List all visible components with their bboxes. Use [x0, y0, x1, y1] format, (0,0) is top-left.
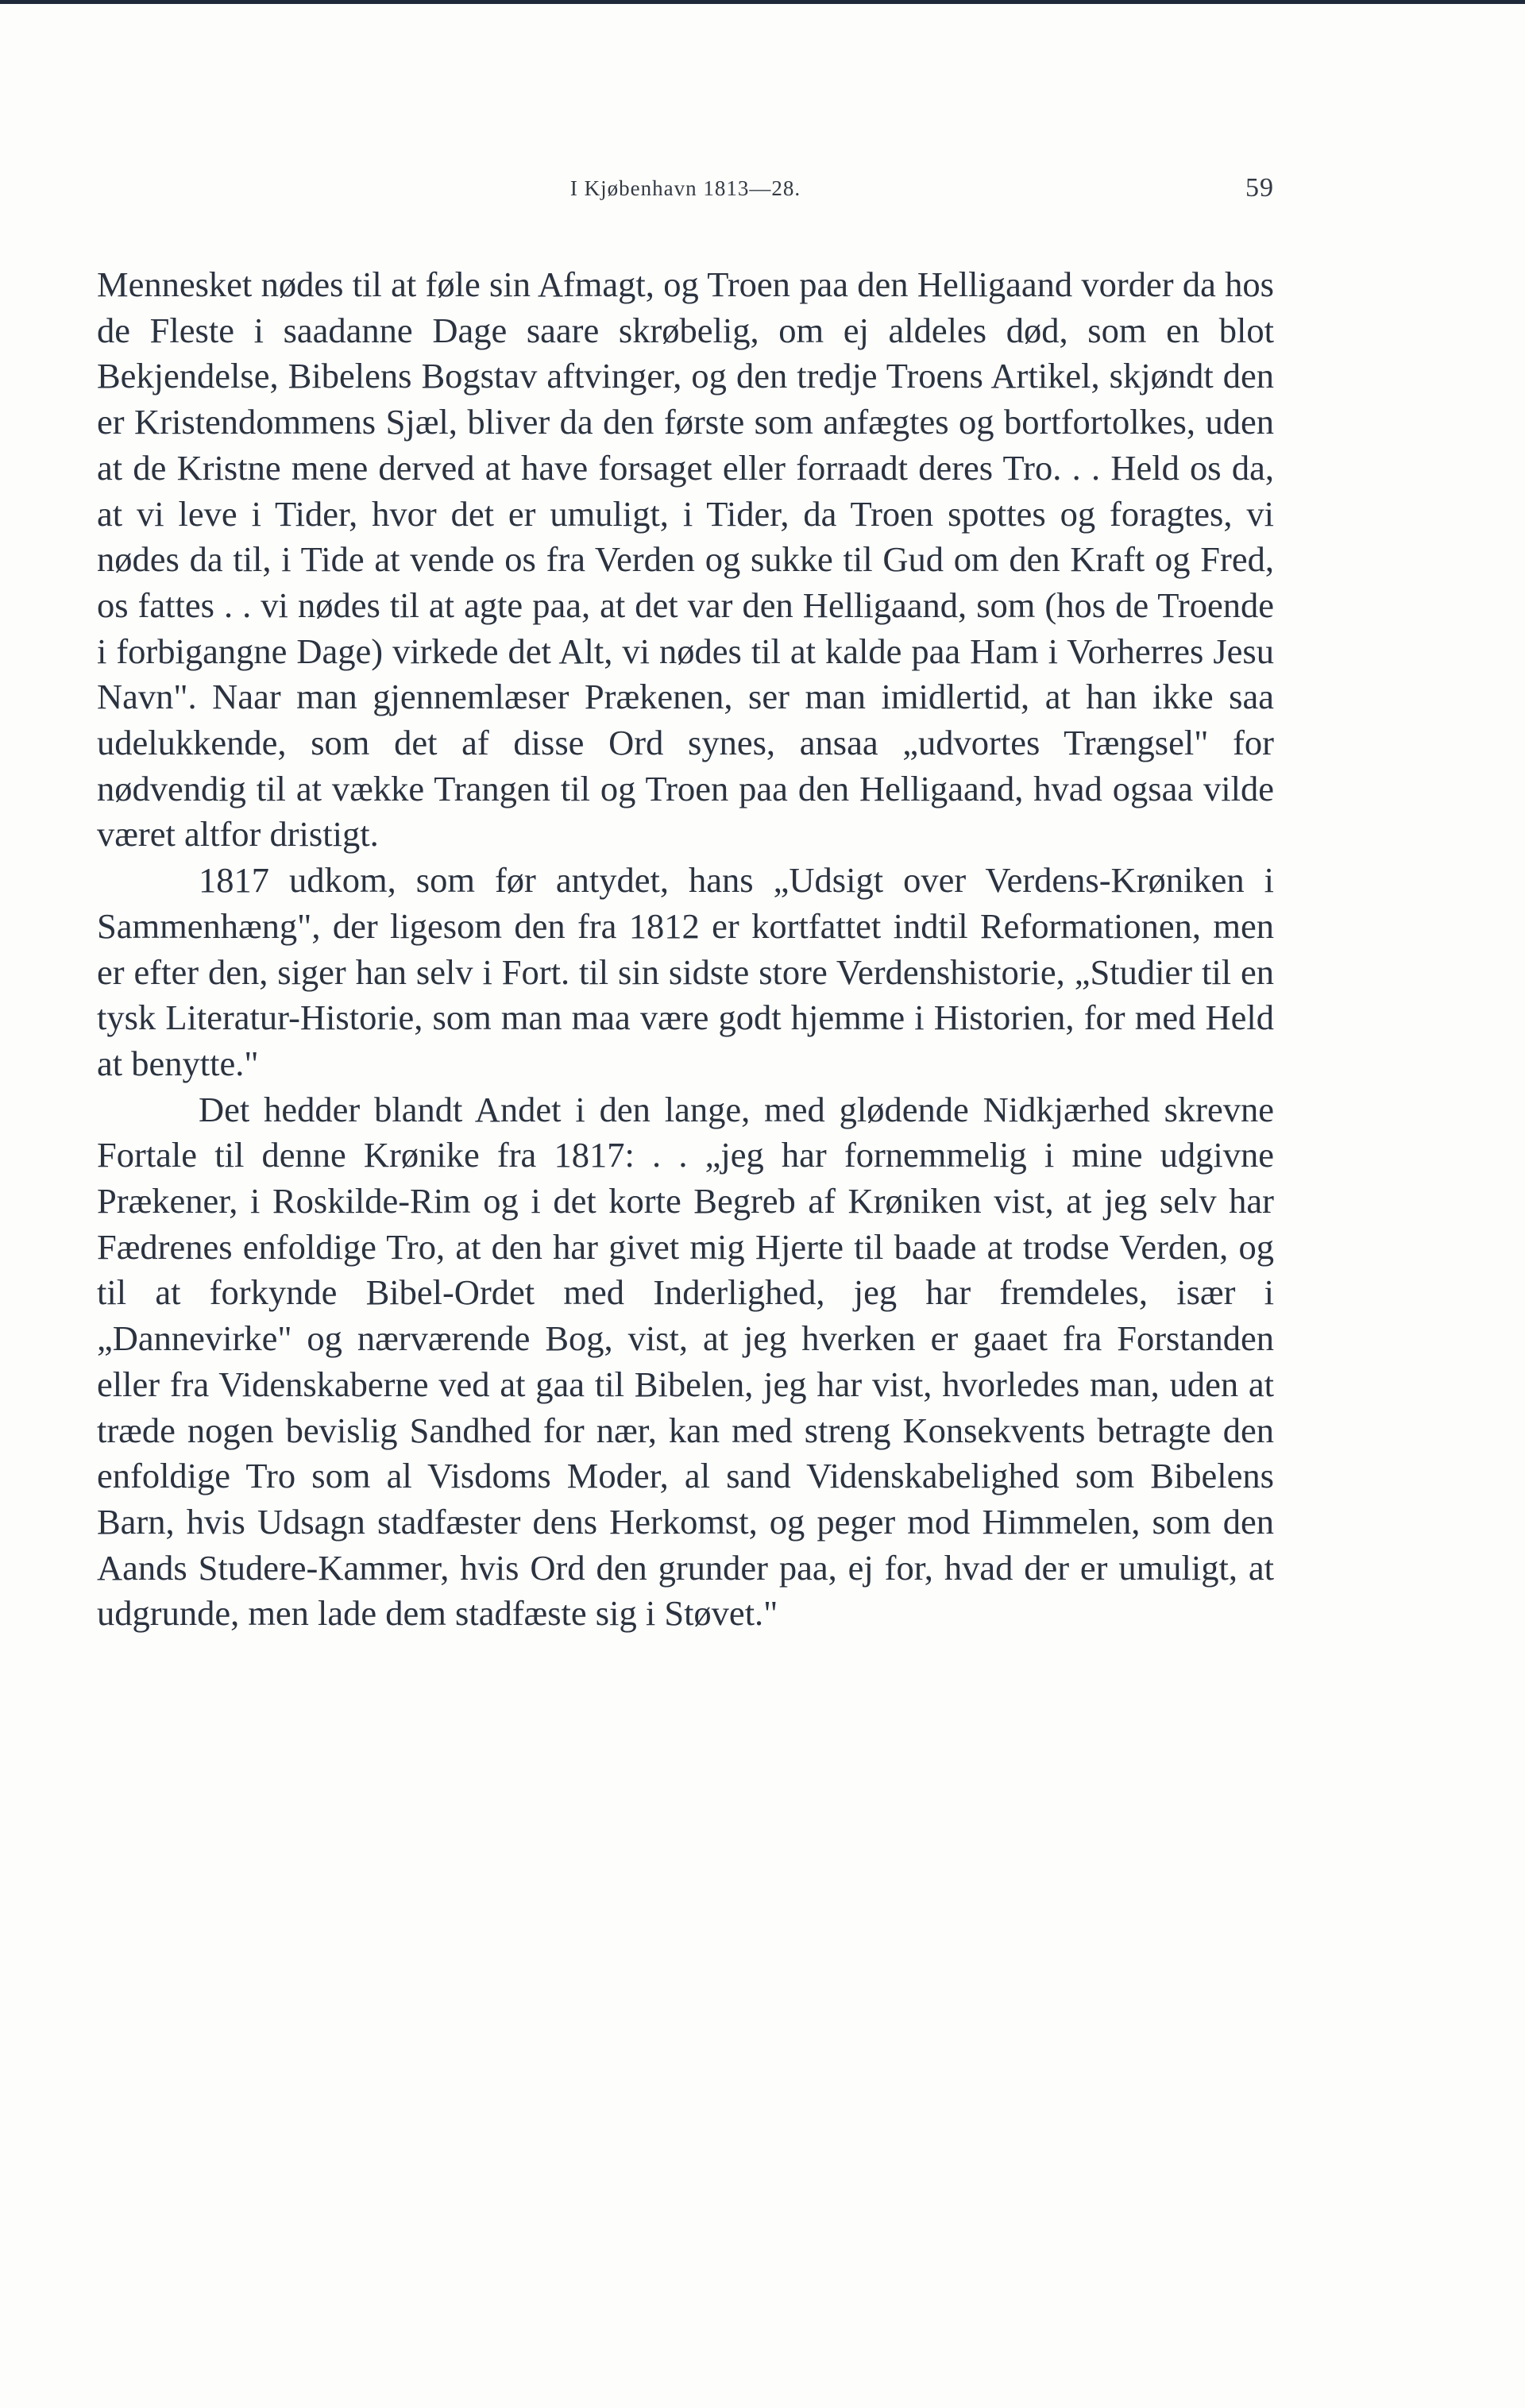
page-number: 59 [1245, 173, 1274, 203]
paragraph: Det hedder blandt Andet i den lange, med glødende Nidkjærhed skrevne Fortale til denne Krønike fra 1817: . . „jeg har fornemmelig i mine udgivne Prækener, i Roskilde-Rim og i det korte Begreb af Krøniken vist, at jeg selv har Fædrenes enfoldige Tro, at den har givet mig Hjerte til baade at trodse Verden, og til at forkynde Bibel-Ordet med Inderlighed, jeg har fremdeles, især i „Dannevirke" og nærværende Bog, vist, at jeg hverken er gaaet fra Forstanden eller fra Videnskaberne ved at gaa til Bibelen, jeg har vist, hvorledes man, uden at træde nogen bevislig Sandhed for nær, kan med streng Konsekvents betragte den enfoldige Tro som al Visdoms Moder, al sand Videnskabelighed som Bibelens Barn, hvis Udsagn stadfæster dens Herkomst, og peger mod Himmelen, som den Aands Studere-Kammer, hvis Ord den grunder paa, ej for, hvad der er umuligt, at udgrunde, men lade dem stadfæste sig i Støvet." [97, 1089, 1274, 1634]
running-title: I Kjøbenhavn 1813—28. [569, 176, 801, 200]
body-text [97, 262, 1274, 1637]
top-border [0, 0, 1525, 4]
paragraph: Mennesket nødes til at føle sin Afmagt, og Troen paa den Helligaand vorder da hos de Fleste i saadanne Dage saare skrøbelig, om ej aldeles død, som en blot Bekjendelse, Bibelens Bogstav aftvinger, og den tredje Troens Artikel, skjøndt den er Kristendommens Sjæl, bliver da den første som anfægtes og bortfortolkes, uden at de Kristne mene derved at have forsaget eller forraadt deres Tro. . . Held os da, at vi leve i Tider, hvor det er umuligt, i Tider, da Troen spottes og foragtes, vi nødes da til, i Tide at vende os fra Verden og sukke til Gud om den Kraft og Fred, os fattes . . vi nødes til at agte paa, at det var den Helligaand, som (hos de Troende i forbigangne Dage) virkede det Alt, vi nødes til at kalde paa Ham i Vorherres Jesu Navn". Naar man gjennemlæser Prækenen, ser man imidlertid, at han ikke saa udelukkende, som det af disse Ord synes, ansaa „udvortes Trængsel" for nødvendig til at vække Trangen til og Troen paa den Helligaand, hvad ogsaa vilde været altfor dristigt. [97, 264, 1274, 855]
paragraph: 1817 udkom, som før antydet, hans „Udsigt over Verdens-Krøniken i Sammenhæng", der ligesom den fra 1812 er kortfattet indtil Reformationen, men er efter den, siger han selv i Fort. til sin sidste store Verdenshistorie, „Studier til en tysk Literatur-Historie, som man maa være godt hjemme i Historien, for med Held at benytte." [97, 860, 1274, 1083]
running-head [97, 173, 1274, 208]
